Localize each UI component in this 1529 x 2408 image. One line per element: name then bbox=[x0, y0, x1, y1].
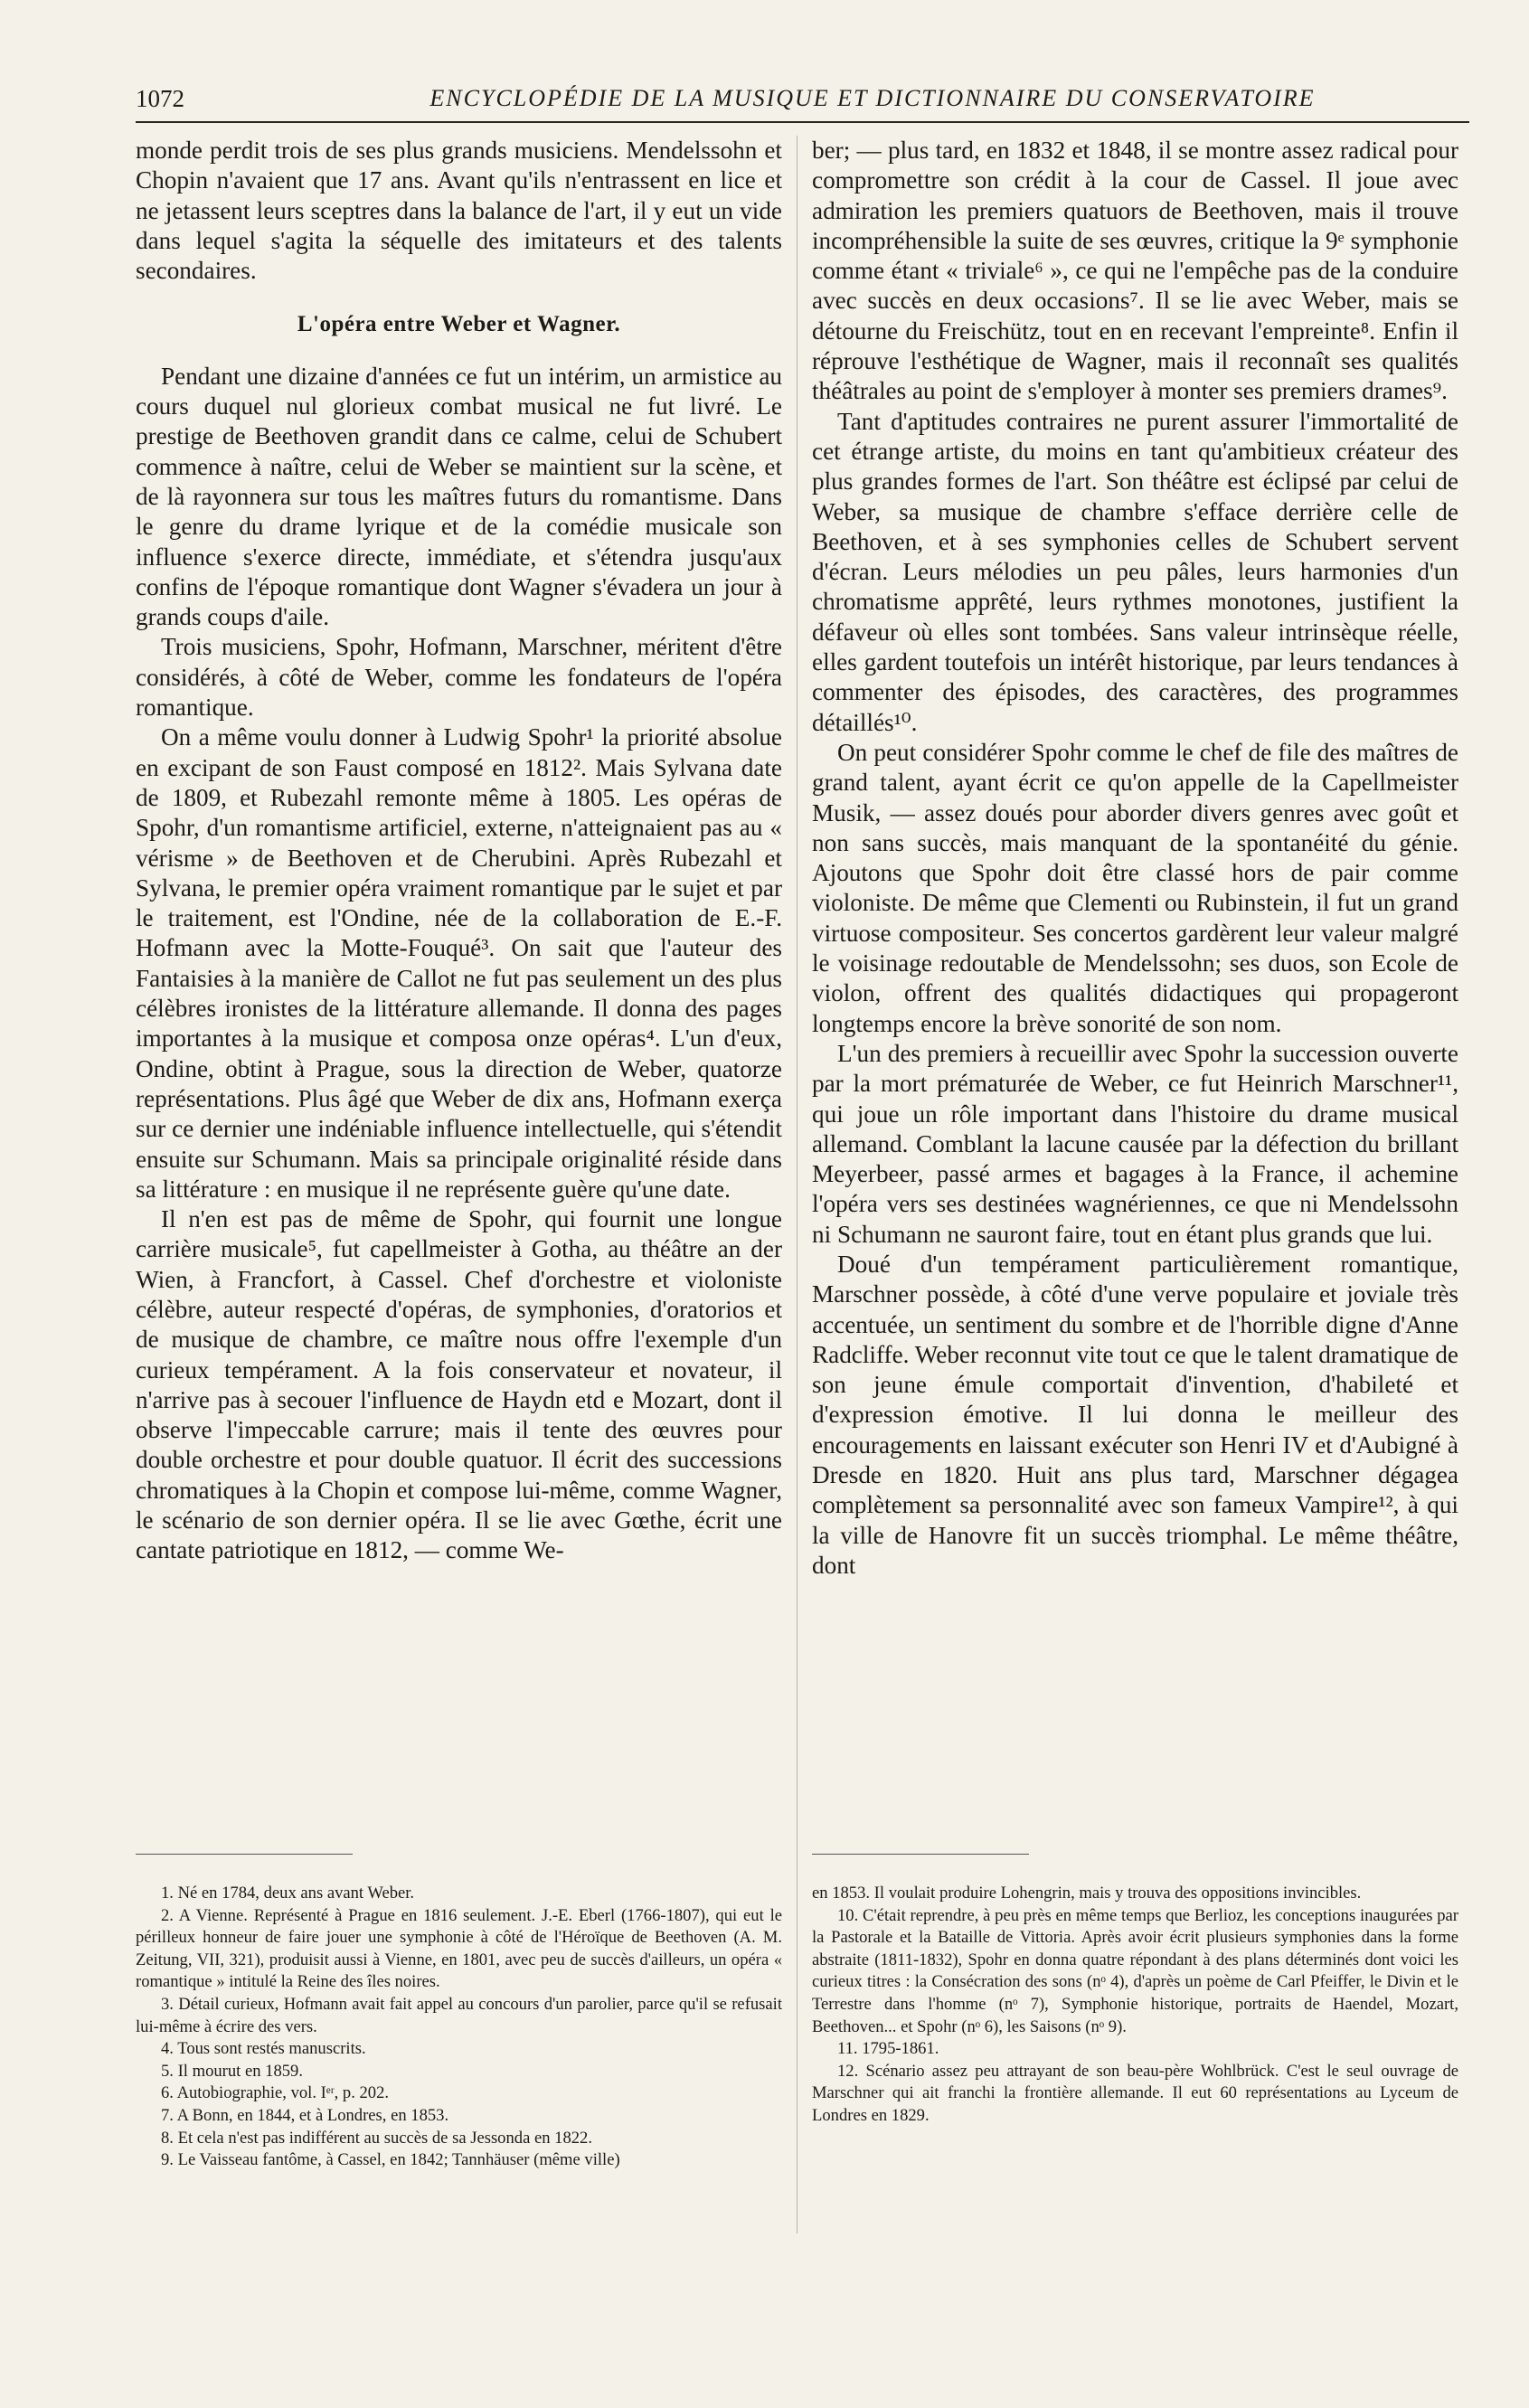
page-number: 1072 bbox=[136, 85, 184, 112]
paragraph: On a même voulu donner à Ludwig Spohr¹ la priorité absolue en excipant de son Faust composé en 1812². Mais Sylvana date de 1809, et Rubezahl remonte même à 1805. Les opéras de Spohr, d'un romantisme artificiel, externe, n'atteignaient pas au « vérisme » de Beethoven et de Cherubini. Après Rubezahl et Sylvana, le premier opéra vraiment romantique par le sujet et par le traitement, est l'Ondine, née de la collaboration de E.-F. Hofmann avec la Motte-Fouqué³. On sait que l'auteur des Fantaisies à la manière de Callot ne fut pas seulement un des plus célèbres ironistes de la littérature allemande. Il donna des pages importantes à la musique et composa onze opéras⁴. L'un d'eux, Ondine, obtint à Prague, sous la direction de Weber, quatorze représentations. Plus âgé que Weber de dix ans, Hofmann exerça sur ce dernier une indéniable influence intellectuelle, qui s'étendit ensuite sur Schumann. Mais sa principale originalité réside dans sa littérature : en musique il ne représente guère qu'une date. bbox=[136, 723, 782, 1203]
paragraph: L'un des premiers à recueillir avec Spohr la succession ouverte par la mort prématurée de Weber, ce fut Heinrich Marschner¹¹, qui joue un rôle important dans l'histoire du drame musical allemand. Comblant la lacune causée par la défection du brillant Meyerbeer, passé armes et bagages à la France, il achemine l'opéra vers ses destinées wagnériennes, ce que ni Mendelssohn ni Schumann ne sauront faire, tout en étant plus grands que lui. bbox=[812, 1039, 1458, 1248]
paragraph: Pendant une dizaine d'années ce fut un intérim, un armistice au cours duquel nul glorieux combat musical ne fut livré. Le prestige de Beethoven grandit dans ce calme, celui de Schubert commence à naître, celui de Weber se maintient sur la scène, et de là rayonnera sur tous les maîtres futurs du romantisme. Dans le genre du drame lyrique et de la comédie musicale son influence s'exerce directe, immédiate, et s'étendra jusqu'aux confins de l'époque romantique dont Wagner s'évadera un jour à grands coups d'aile. bbox=[136, 362, 782, 631]
footnote: 5. Il mourut en 1859. bbox=[161, 2061, 303, 2081]
footnote: 12. Scénario assez peu attrayant de son beau-père Wohlbrück. C'est le seul ouvrage de Marschner qui ait franchi la frontière allemande. Il eut 60 représentations au Lyceum de Londres en 1829. bbox=[812, 2061, 1458, 2125]
page-header bbox=[136, 85, 1469, 121]
paragraph: Doué d'un tempérament particulièrement romantique, Marschner possède, à côté d'une verve populaire et joviale très accentuée, un sentiment du sombre et de l'horrible digne d'Anne Radcliffe. Weber reconnut vite tout ce que le talent dramatique de son jeune émule comportait d'invention, d'habileté et d'expression émotive. Il lui donna le meilleur des encouragements en laissant exécuter son Henri IV et d'Aubigné à Dresde en 1820. Huit ans plus tard, Marschner dégagea complètement sa personnalité avec son fameux Vampire¹², à qui la ville de Hanovre fit un succès triomphal. Le même théâtre, dont bbox=[812, 1250, 1458, 1579]
footnote: 10. C'était reprendre, à peu près en même temps que Berlioz, les conceptions inaugurées par la Pastorale et la Bataille de Vittoria. Après avoir écrit plusieurs symphonies dans la forme abstraite (1811-1832), Spohr en donna quatre répondant à des plans déterminés dont voici les curieux titres : la Consécration des sons (nᵒ 4), d'après un poème de Carl Pfeiffer, le Divin et le Terrestre dans l'homme (nᵒ 7), Symphonie historique, portraits de Haendel, Mozart, Beethoven... et Spohr (nᵒ 6), les Saisons (nᵒ 9). bbox=[812, 1905, 1458, 2036]
column-divider bbox=[797, 136, 798, 2233]
running-title: ENCYCLOPÉDIE DE LA MUSIQUE ET DICTIONNAIRE DU CONSERVATOIRE bbox=[429, 85, 1316, 111]
footnote: 6. Autobiographie, vol. Iᵉʳ, p. 202. bbox=[161, 2083, 390, 2103]
footnote-rule bbox=[812, 1854, 1029, 1855]
footnote: 11. 1795-1861. bbox=[837, 2039, 939, 2059]
right-column bbox=[812, 136, 1458, 1581]
footnote: 7. A Bonn, en 1844, et à Londres, en 1853. bbox=[161, 2105, 449, 2125]
footnote-rule bbox=[136, 1854, 353, 1855]
paragraph: ber; — plus tard, en 1832 et 1848, il se montre assez radical pour compromettre son crédit à la cour de Cassel. Il joue avec admiration les premiers quatuors de Beethoven, mais il trouve incompréhensible la suite de ses œuvres, critique la 9ᵉ symphonie comme étant « triviale⁶ », ce qui ne l'empêche pas de la conduire avec succès en deux occasions⁷. Il se lie avec Weber, mais se détourne du Freischütz, tout en en recevant l'empreinte⁸. Enfin il réprouve l'esthétique de Wagner, mais il reconnaît ses qualités théâtrales au point de s'employer à monter ses premiers drames⁹. bbox=[812, 137, 1458, 405]
footnote: 8. Et cela n'est pas indifférent au succès de sa Jessonda en 1822. bbox=[161, 2128, 593, 2148]
footnote: 1. Né en 1784, deux ans avant Weber. bbox=[161, 1884, 415, 1903]
left-column bbox=[136, 136, 782, 1566]
header-rule bbox=[136, 121, 1469, 123]
footnote: 3. Détail curieux, Hofmann avait fait appel au concours d'un parolier, parce qu'il se refusait lui-même à écrire des vers. bbox=[136, 1994, 782, 2036]
footnotes-left bbox=[136, 1883, 782, 2172]
paragraph: Trois musiciens, Spohr, Hofmann, Marschner, méritent d'être considérés, à côté de Weber, comme les fondateurs de l'opéra romantique. bbox=[136, 633, 782, 722]
footnote-continuation: en 1853. Il voulait produire Lohengrin, mais y trouva des oppositions invincibles. bbox=[812, 1884, 1362, 1903]
section-heading: L'opéra entre Weber et Wagner. bbox=[297, 312, 621, 337]
footnote: 4. Tous sont restés manuscrits. bbox=[161, 2039, 366, 2059]
footnote: 2. A Vienne. Représenté à Prague en 1816 seulement. J.-E. Eberl (1766-1807), qui eut le périlleux honneur de faire jouer une symphonie à côté de l'Héroïque de Beethoven (A. M. Zeitung, VII, 321), produisit aussi à Vienne, en 1801, avec peu de succès d'ailleurs, un opéra « romantique » intitulé la Reine des îles noires. bbox=[136, 1905, 782, 1992]
paragraph: Tant d'aptitudes contraires ne purent assurer l'immortalité de cet étrange artiste, du moins en tant qu'ambitieux créateur des plus grandes formes de l'art. Son théâtre est éclipsé par celui de Weber, sa musique de chambre s'efface derrière celle de Beethoven, et à ses symphonies celles de Schubert servent d'écran. Leurs mélodies un peu pâles, leurs harmonies d'un chromatisme apprêté, leurs rythmes monotones, justifient la défaveur où elles sont tombées. Sans valeur intrinsèque réelle, elles gardent toutefois un intérêt historique, par leurs tendances à commenter des épisodes, des caractères, des programmes détaillés¹⁰. bbox=[812, 407, 1458, 736]
paragraph: monde perdit trois de ses plus grands musiciens. Mendelssohn et Chopin n'avaient que 17 ans. Avant qu'ils n'entrassent en lice et ne jetassent leurs sceptres dans la balance de l'art, il y eut un vide dans lequel s'agita la séquelle des imitateurs et des talents secondaires. bbox=[136, 137, 782, 285]
paragraph: On peut considérer Spohr comme le chef de file des maîtres de grand talent, ayant écrit ce qu'on appelle de la Capellmeister Musik, — assez doués pour aborder divers genres avec goût et non sans succès, mais manquant de la spontanéité du génie. Ajoutons que Spohr doit être classé hors de pair comme violoniste. De même que Clementi ou Rubinstein, il fut un grand virtuose compositeur. Ses concertos gardèrent leur valeur malgré le voisinage redoutable de Mendelssohn; ses duos, son Ecole de violon, offrent des qualités didactiques qui propageront longtemps encore la brève sonorité de son nom. bbox=[812, 738, 1458, 1037]
footnote: 9. Le Vaisseau fantôme, à Cassel, en 1842; Tannhäuser (même ville) bbox=[161, 2150, 620, 2170]
footnotes-right bbox=[812, 1883, 1458, 2128]
paragraph: Il n'en est pas de même de Spohr, qui fournit une longue carrière musicale⁵, fut capellmeister à Gotha, au théâtre an der Wien, à Francfort, à Cassel. Chef d'orchestre et violoniste célèbre, auteur respecté d'opéras, de symphonies, d'oratorios et de musique de chambre, ce maître nous offre l'exemple d'un curieux tempérament. A la fois conservateur et novateur, il n'arrive pas à secouer l'influence de Haydn etd e Mozart, dont il observe l'impeccable carrure; mais il tente des œuvres pour double orchestre et pour double quatuor. Il écrit des successions chromatiques à la Chopin et compose lui-même, comme Wagner, le scénario de son dernier opéra. Il se lie avec Gœthe, écrit une cantate patriotique en 1812, — comme We- bbox=[136, 1205, 782, 1564]
